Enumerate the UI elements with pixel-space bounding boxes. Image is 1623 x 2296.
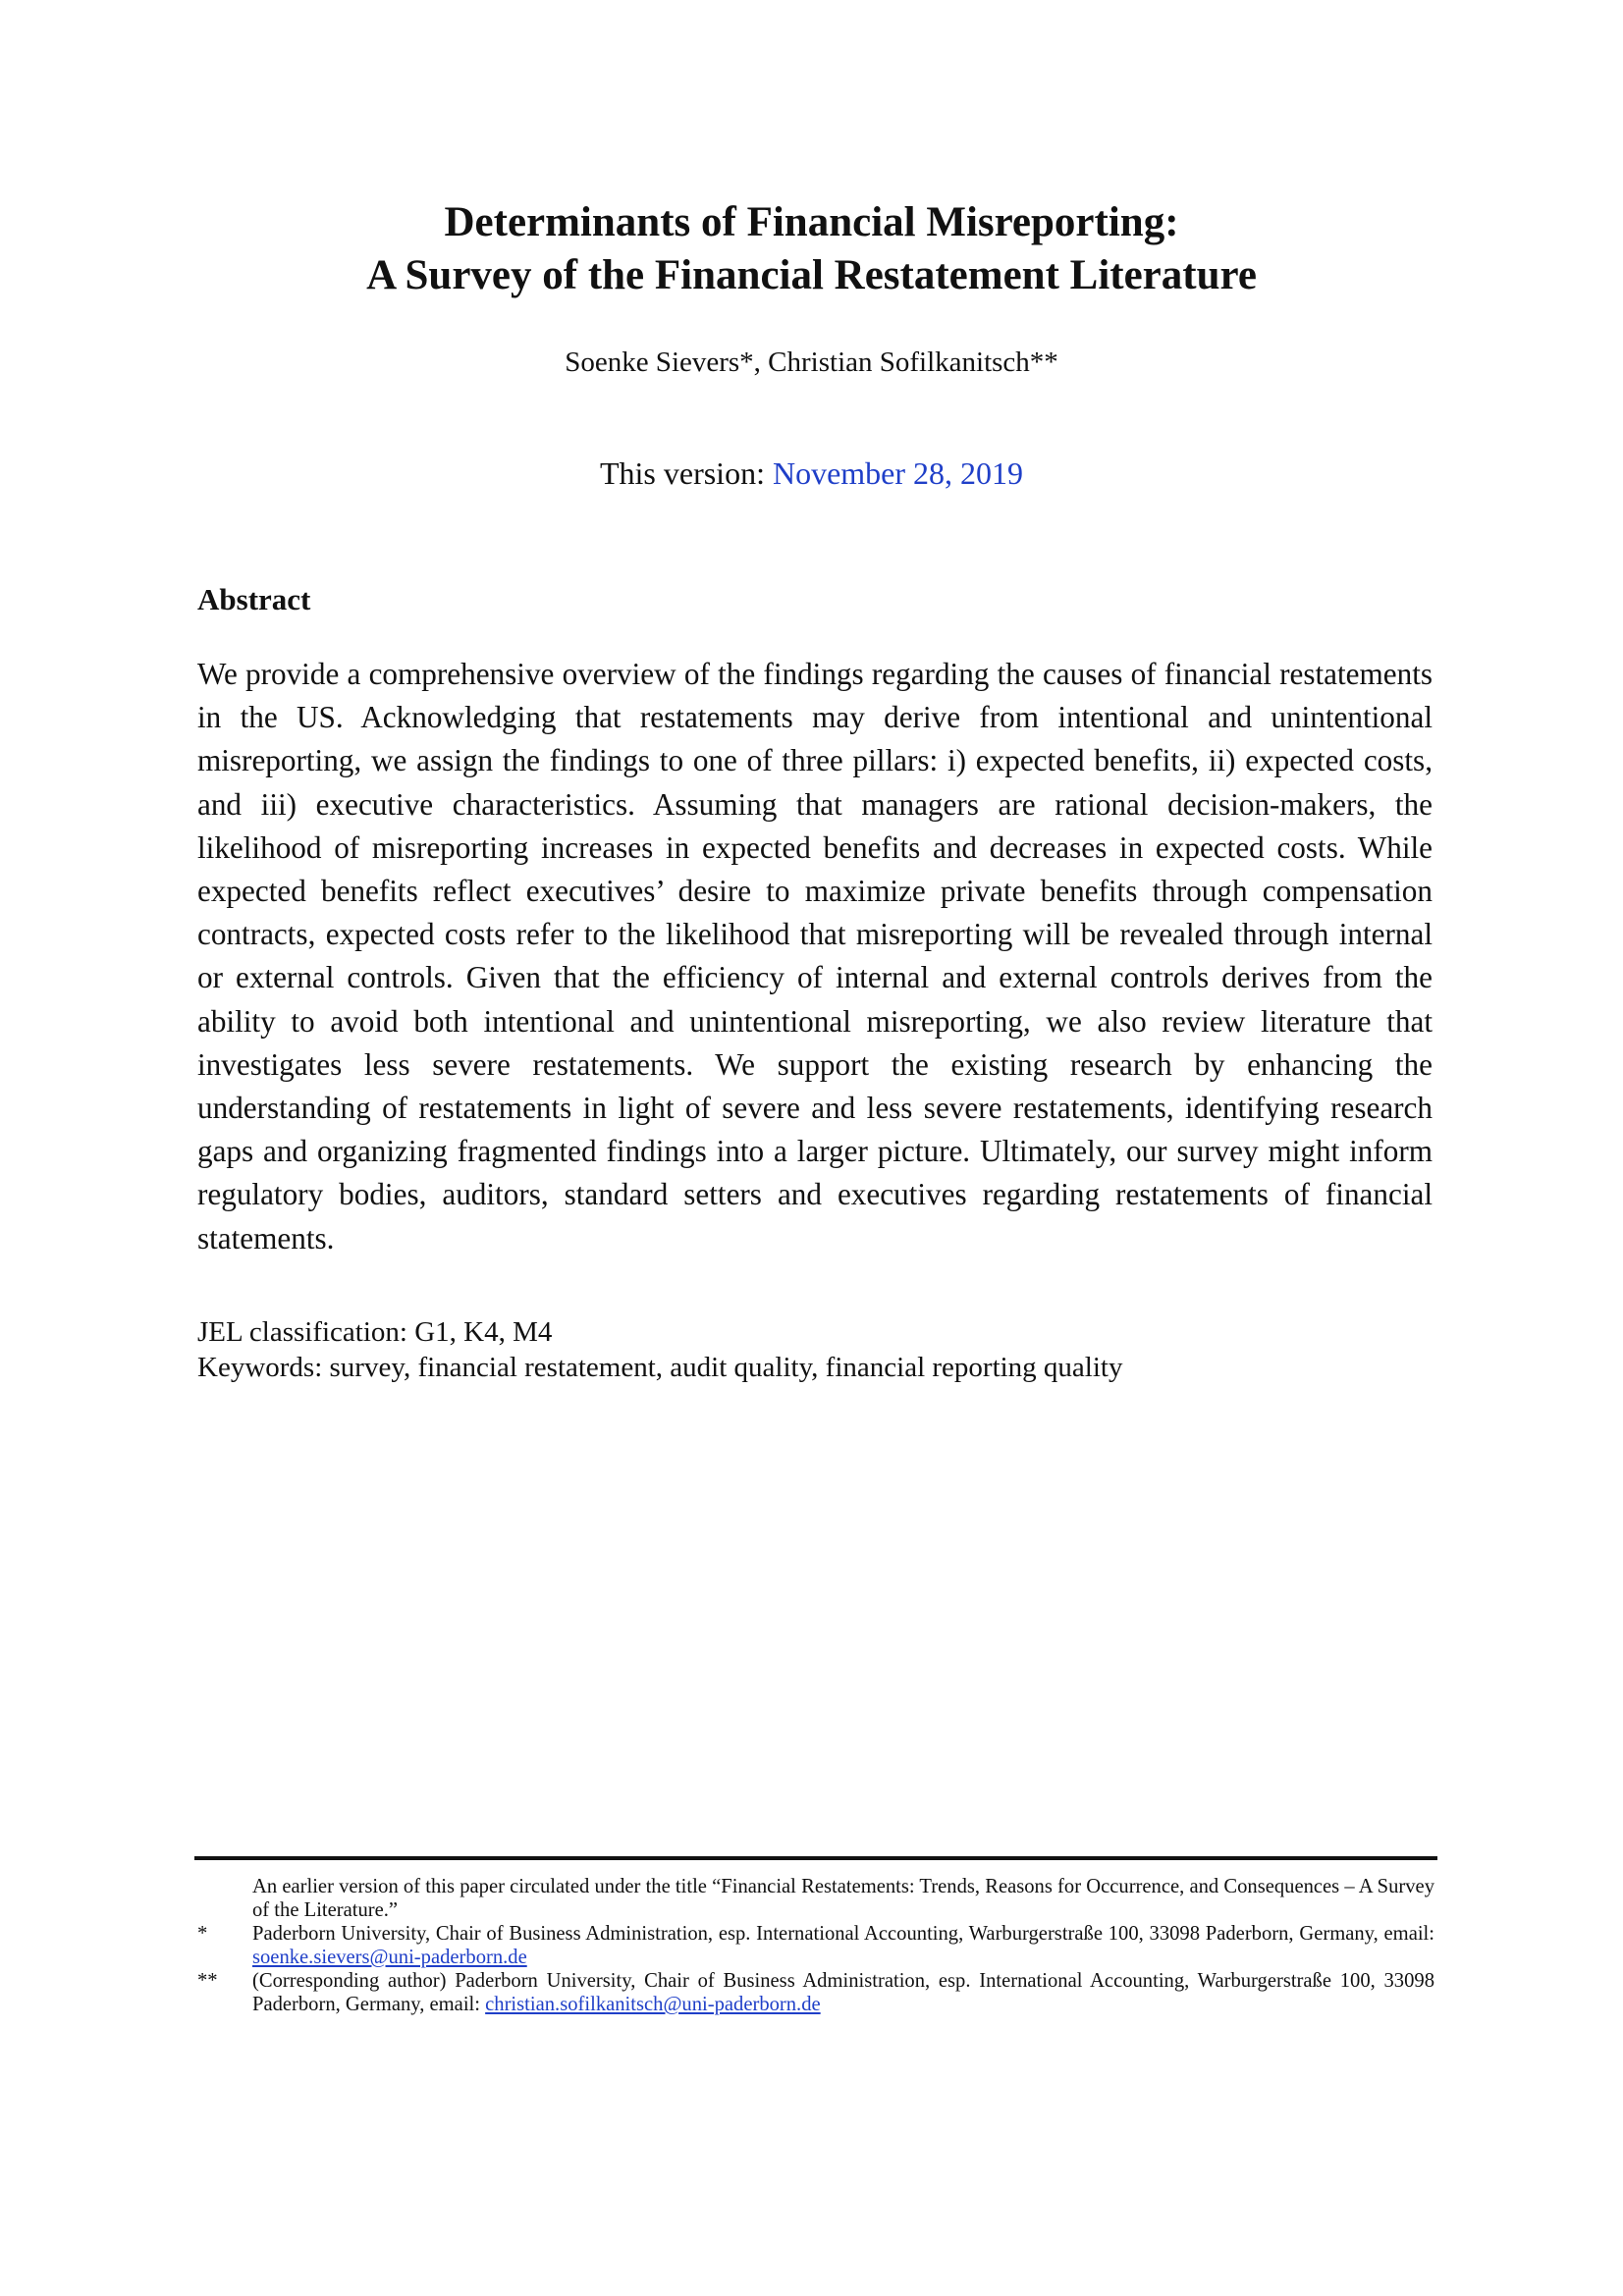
footnote-author-2 bbox=[197, 1969, 1434, 2016]
version-date: November 28, 2019 bbox=[772, 455, 1024, 491]
version-label: This version: bbox=[599, 455, 773, 491]
footnote-author-1 bbox=[197, 1922, 1434, 1969]
email-link-sievers[interactable]: soenke.sievers@uni-paderborn.de bbox=[252, 1947, 527, 1968]
footnote-text: (Corresponding author) Paderborn University, Chair of Business Administration, esp. International Accounting, Warburgerstraße 100, 33098 Paderborn, Germany, email: bbox=[252, 1970, 1434, 2015]
abstract-text: We provide a comprehensive overview of the findings regarding the causes of financial restatements in the US. Acknowledging that restatements may derive from intentional and unintentional misreporting, we assign the findings to one of three pillars: i) expected benefits, ii) expected costs, and iii) executive characteristics. Assuming that managers are rational decision-makers, the likelihood of misreporting increases in expected benefits and decreases in expected costs. While expected benefits reflect executives’ desire to maximize private benefits through compensation contracts, expected costs refer to the likelihood that misreporting will be revealed through internal or external controls. Given that the efficiency of internal and external controls derives from the ability to avoid both intentional and unintentional misreporting, we also review literature that investigates less severe restatements. We support the existing research by enhancing the understanding of restatements in light of severe and less severe restatements, identifying research gaps and organizing fragmented findings into a larger picture. Ultimately, our survey might inform regulatory bodies, auditors, standard setters and executives regarding restatements of financial statements. bbox=[197, 657, 1433, 1255]
title-line-2: A Survey of the Financial Restatement Literature bbox=[366, 252, 1257, 298]
footnotes bbox=[197, 1875, 1434, 2016]
footnote-earlier-version bbox=[197, 1875, 1434, 1922]
paper-title bbox=[0, 196, 1623, 302]
footnote-mark: ** bbox=[197, 1970, 218, 1992]
abstract-heading: Abstract bbox=[197, 582, 311, 616]
footnote-text: Paderborn University, Chair of Business Administration, esp. International Accounting, Warburgerstraße 100, 33098 Paderborn, Germany, email: bbox=[252, 1923, 1434, 1945]
keywords: Keywords: survey, financial restatement, audit quality, financial reporting quality bbox=[197, 1352, 1123, 1383]
email-link-sofilkanitsch[interactable]: christian.sofilkanitsch@uni-paderborn.de bbox=[485, 1994, 821, 2015]
jel-classification: JEL classification: G1, K4, M4 bbox=[197, 1316, 553, 1348]
title-line-1: Determinants of Financial Misreporting: bbox=[444, 199, 1179, 245]
version-line bbox=[0, 454, 1623, 493]
footnote-text: An earlier version of this paper circulated under the title “Financial Restatements: Trends, Reasons for Occurrence, and Consequences – A Survey of the Literature.” bbox=[252, 1876, 1434, 1921]
author-list: Soenke Sievers*, Christian Sofilkanitsch** bbox=[565, 347, 1058, 378]
footnote-divider bbox=[194, 1856, 1437, 1860]
footnote-mark: * bbox=[197, 1923, 208, 1945]
